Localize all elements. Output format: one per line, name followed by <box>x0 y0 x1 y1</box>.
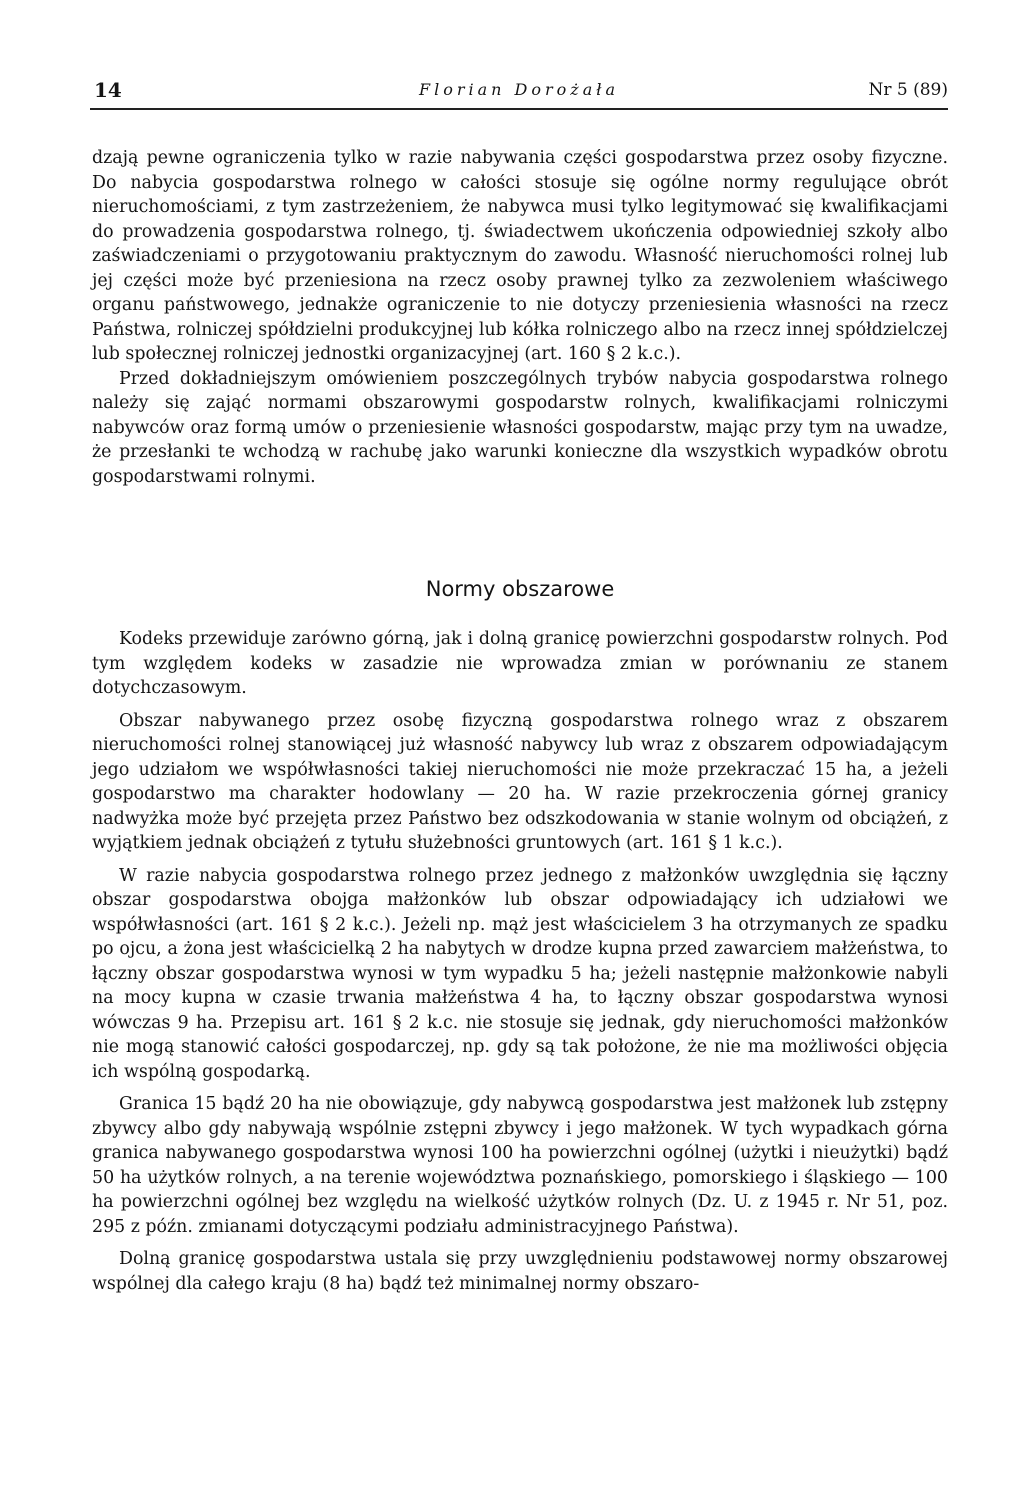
paragraph: Przed dokładniejszym omówieniem poszczególnych trybów nabycia gospodarstwa rolnego należy się zająć normami obszarowymi gospodarstw rolnych, kwalifikacjami rolniczymi nabywców oraz formą umów o przeniesienie własności gospodarstw, mając przy tym na uwadze, że przesłanki te wchodzą w rachubę jako warunki konieczne dla wszystkich wypadków obrotu gospodarstwami rolnymi. <box>92 368 948 487</box>
paragraph: dzają pewne ograniczenia tylko w razie nabywania części gospodarstwa przez osoby fizyczne. Do nabycia gospodarstwa rolnego w całości stosuje się ogólne normy regulujące obrót nieruchomościami, z tym zastrzeżeniem, że nabywca musi tylko legitymować się kwalifikacjami do prowadzenia gospodarstwa rolnego, tj. świadectwem ukończenia odpowiedniej szkoły albo zaświadczeniami o przygotowaniu praktycznym do zawodu. Własność nieruchomości rolnej lub jej części może być przeniesiona na rzecz osoby prawnej tylko za zezwoleniem właściwego organu państwowego, jednakże ograniczenie to nie dotyczy przeniesienia własności na rzecz Państwa, rolniczej spółdzielni produkcyjnej lub kółka rolniczego albo na rzecz innej spółdzielczej lub społecznej rolniczej jednostki organizacyjnej (art. 160 § 2 k.c.). <box>92 148 948 364</box>
article-body <box>92 146 948 1296</box>
header-rule <box>90 108 948 110</box>
paragraph: W razie nabycia gospodarstwa rolnego przez jednego z małżonków uwzględnia się łączny obszar gospodarstwa obojga małżonków lub obszar odpowiadający ich udziałowi we współwłasności (art. 161 § 2 k.c.). Jeżeli np. mąż jest właścicielem 3 ha otrzymanych ze spadku po ojcu, a żona jest właścicielką 2 ha nabytych w drodze kupna przed zawarciem małżeństwa, to łączny obszar gospodarstwa wynosi w tym wypadku 5 ha; jeżeli następnie małżonkowie nabyli na mocy kupna w czasie trwania małżeństwa 4 ha, to łączny obszar gospodarstwa wynosi wówczas 9 ha. Przepisu art. 161 § 2 k.c. nie stosuje się jednak, gdy nieruchomości małżonków nie mogą stanowić całości gospodarczej, np. gdy są tak położone, że nie ma możliwości objęcia ich wspólną gospodarką. <box>92 865 948 1082</box>
section-title: Normy obszarowe <box>425 577 615 601</box>
page-header <box>90 78 948 114</box>
paragraph: Obszar nabywanego przez osobę fizyczną gospodarstwa rolnego wraz z obszarem nieruchomości rolnej stanowiącej już własność nabywcy lub wraz z obszarem odpowiadającym jego udziałom we współwłasności takiej nieruchomości nie może przekraczać 15 ha, a jeżeli gospodarstwo ma charakter hodowlany — 20 ha. W razie przekroczenia górnej granicy nadwyżka może być przejęta przez Państwo bez odszkodowania w stanie wolnym od obciążeń, z wyjątkiem jednak obciążeń z tytułu służebności gruntowych (art. 161 § 1 k.c.). <box>92 710 948 853</box>
running-title: Florian Dorożała <box>419 80 619 99</box>
issue-number: Nr 5 (89) <box>868 80 948 100</box>
paragraph: Kodeks przewiduje zarówno górną, jak i dolną granicę powierzchni gospodarstw rolnych. Pod tym względem kodeks w zasadzie nie wprowadza zmian w porównaniu ze stanem dotychczasowym. <box>92 629 948 698</box>
paragraph: Granica 15 bądź 20 ha nie obowiązuje, gdy nabywcą gospodarstwa jest małżonek lub zstępny zbywcy albo gdy nabywają wspólnie zstępni zbywcy i jego małżonek. W tych wypadkach górna granica nabywanego gospodarstwa wynosi 100 ha powierzchni ogólnej (użytki i nieużytki) bądź 50 ha użytków rolnych, a na terenie województwa poznańskiego, pomorskiego i śląskiego — 100 ha powierzchni ogólnej bez względu na wielkość użytków rolnych (Dz. U. z 1945 r. Nr 51, poz. 295 z późn. zmianami dotyczącymi podziału administracyjnego Państwa). <box>92 1094 948 1237</box>
paragraph: Dolną granicę gospodarstwa ustala się przy uwzględnieniu podstawowej normy obszarowej wspólnej dla całego kraju (8 ha) bądź też minimalnej normy obszaro- <box>92 1249 948 1294</box>
page-number: 14 <box>94 78 122 102</box>
